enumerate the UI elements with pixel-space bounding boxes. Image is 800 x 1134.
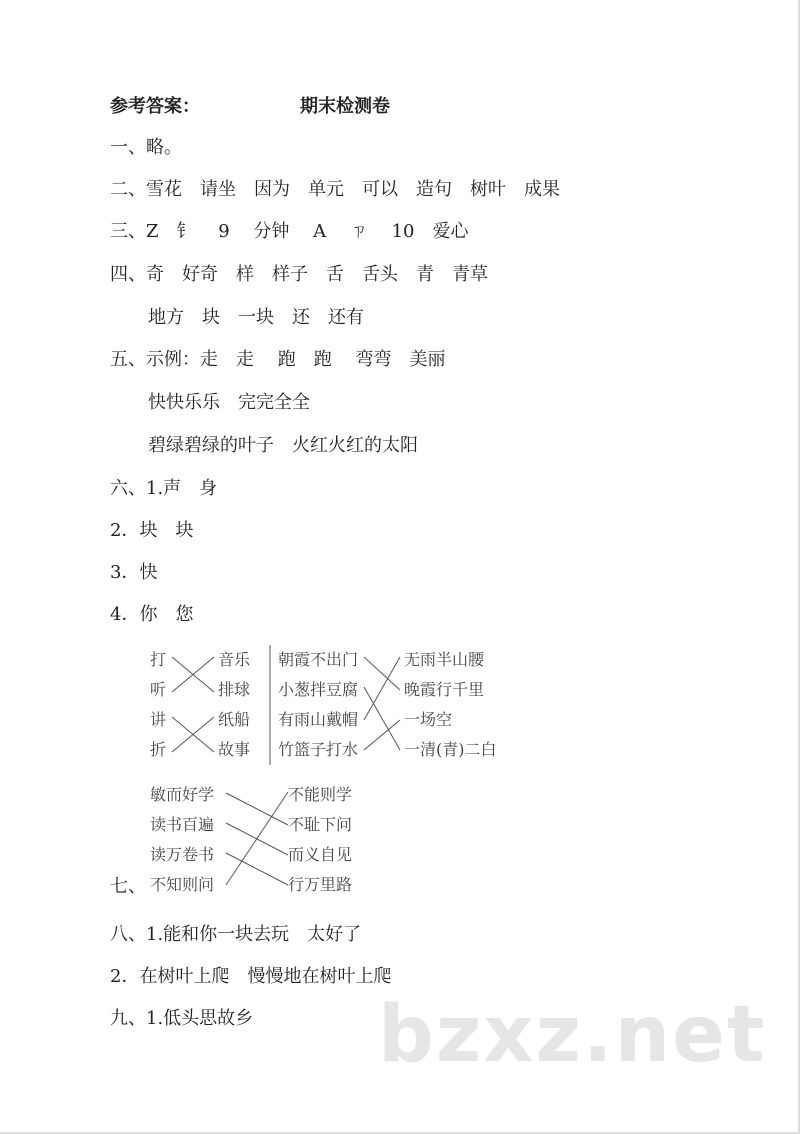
match-line	[364, 657, 400, 690]
answer-label: 参考答案：	[110, 96, 200, 117]
match-right: 纸船	[218, 710, 251, 729]
answer-line: 三、Z 钅 9 分钟 A ㄗ 10 爱心	[110, 221, 469, 242]
answer-line: 2．在树叶上爬 慢慢地在树叶上爬	[110, 966, 392, 987]
answer-line: 九、1.低头思故乡	[110, 1008, 254, 1029]
match-left: 不知则问	[150, 875, 215, 894]
match-right: 行万里路	[288, 875, 353, 894]
answer-line: 3．快	[110, 562, 158, 583]
match-left: 竹篮子打水	[278, 740, 359, 759]
page-title: 期末检测卷	[300, 96, 390, 117]
match-line	[364, 657, 400, 720]
answer-line: 四、奇 好奇 样 样子 舌 舌头 青 青草	[110, 264, 488, 285]
match-right: 排球	[218, 680, 251, 699]
answer-line: 快快乐乐 完完全全	[148, 392, 310, 413]
answer-line: 五、示例：走 走 跑 跑 弯弯 美丽	[110, 349, 446, 370]
match-left: 讲	[150, 710, 167, 729]
match-line	[226, 853, 288, 885]
answer-line: 六、1.声 身	[110, 478, 218, 499]
match-left: 读书百遍	[150, 815, 215, 834]
answer-line: 碧绿碧绿的叶子 火红火红的太阳	[148, 435, 418, 456]
answer-line: 七、	[110, 876, 146, 897]
match-right: 晚霞行千里	[404, 680, 485, 699]
match-right: 一清(青)二白	[404, 740, 497, 759]
answer-line: 一、略。	[110, 137, 182, 158]
match-right: 不耻下问	[288, 815, 353, 834]
match-left: 敏而好学	[150, 785, 215, 804]
match-left: 折	[150, 740, 167, 759]
match-line	[364, 720, 400, 750]
match-right: 故事	[218, 740, 251, 759]
answer-line: 4．你 您	[110, 604, 194, 625]
match-right: 而义自见	[288, 845, 353, 864]
match-left: 打	[150, 650, 167, 669]
watermark: bzxz.net	[378, 990, 767, 1080]
answer-line: 二、雪花 请坐 因为 单元 可以 造句 树叶 成果	[110, 179, 560, 200]
answer-line: 八、1.能和你一块去玩 太好了	[110, 924, 362, 945]
match-left: 小葱拌豆腐	[278, 680, 359, 699]
match-right: 无雨半山腰	[404, 650, 485, 669]
match-left: 朝霞不出门	[278, 650, 359, 669]
match-right: 不能则学	[288, 785, 353, 804]
answer-line: 地方 块 一块 还 还有	[148, 307, 364, 328]
match-right: 一场空	[404, 710, 453, 729]
match-right: 音乐	[218, 650, 251, 669]
match-left: 读万卷书	[150, 845, 215, 864]
match-left: 听	[150, 680, 167, 699]
match-line	[226, 792, 288, 885]
match-line	[364, 687, 400, 750]
match-line	[226, 793, 288, 825]
match-left: 有雨山戴帽	[278, 710, 359, 729]
answer-line: 2．块 块	[110, 520, 194, 541]
